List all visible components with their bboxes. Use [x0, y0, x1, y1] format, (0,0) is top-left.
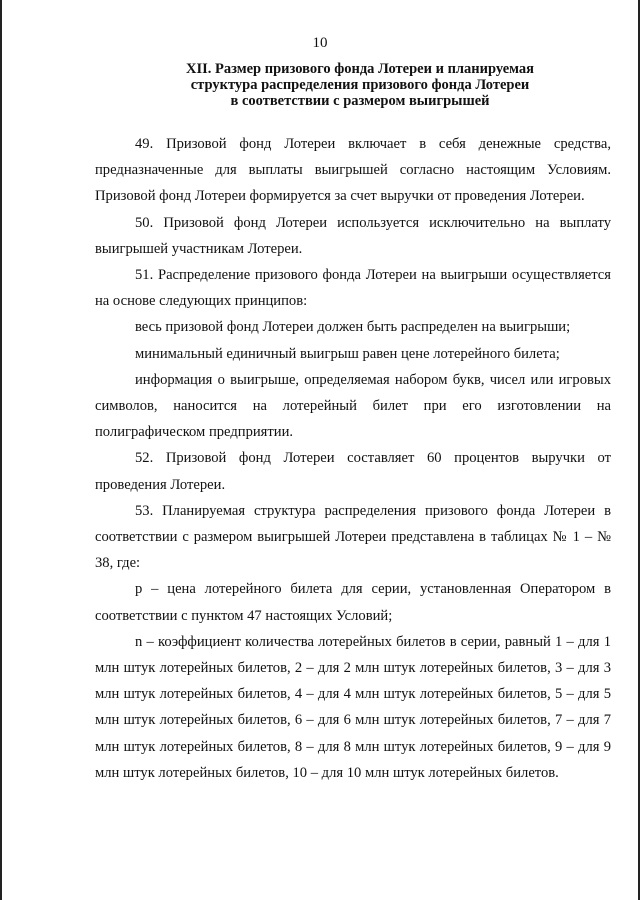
heading-line-1: XII. Размер призового фонда Лотереи и планируемая [185, 61, 535, 77]
paragraph-49: 49. Призовой фонд Лотереи включает в себя денежные средства, предназначенные для выплаты выигрышей согласно настоящим Условиям. Призовой фонд Лотереи формируется за счет выручки от проведения Лотереи. [95, 136, 611, 205]
section-heading [150, 61, 570, 109]
principle-item-3: информация о выигрыше, определяемая набором букв, чисел или игровых символов, наносится на лотерейный билет при его изготовлении на полиграфическом предприятии. [95, 371, 611, 441]
paragraph-53: 53. Планируемая структура распределения призового фонда Лотереи в соответствии с размером выигрышей Лотереи представлена в таблицах № 1 – № 38, где: [95, 502, 611, 572]
paragraph-51: 51. Распределение призового фонда Лотереи на выигрыши осуществляется на основе следующих принципов: [95, 267, 611, 310]
document-body [95, 131, 611, 786]
definition-p: p – цена лотерейного билета для серии, установленная Оператором в соответствии с пунктом 47 настоящих Условий; [95, 581, 611, 624]
principle-item-2: минимальный единичный выигрыш равен цене лотерейного билета; [135, 345, 560, 362]
heading-line-3: в соответствии с размером выигрышей [230, 93, 490, 109]
heading-line-2: структура распределения призового фонда Лотереи [190, 77, 530, 93]
scan-edge-left [0, 0, 2, 900]
definition-n: n – коэффициент количества лотерейных билетов в серии, равный 1 – для 1 млн штук лотерейных билетов, 2 – для 2 млн штук лотерейных билетов, 3 – для 3 млн штук лотерейных билетов, 4 – для 4 млн штук лотерейных билетов, 5 – для 5 млн штук лотерейных билетов, 6 – для 6 млн штук лотерейных билетов, 7 – для 7 млн штук лотерейных билетов, 8 – для 8 млн штук лотерейных билетов, 9 – для 9 млн штук лотерейных билетов, 10 – для 10 млн штук лотерейных билетов. [95, 633, 611, 781]
paragraph-52: 52. Призовой фонд Лотереи составляет 60 процентов выручки от проведения Лотереи. [95, 450, 611, 493]
page-number: 10 [312, 35, 328, 51]
paragraph-50: 50. Призовой фонд Лотереи используется исключительно на выплату выигрышей участникам Лотереи. [95, 214, 611, 257]
principle-item-1: весь призовой фонд Лотереи должен быть распределен на выигрыши; [135, 319, 571, 336]
